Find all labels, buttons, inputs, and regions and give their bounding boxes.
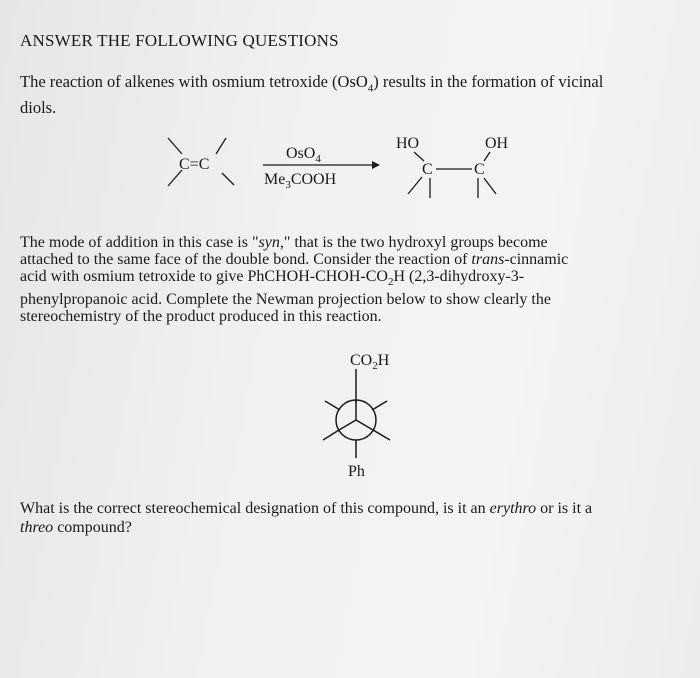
product-ho: HO xyxy=(396,135,420,152)
intro-line-1: The reaction of alkenes with osmium tetroxide (OsO$_4$) results in the formation of vicinal xyxy=(20,72,604,95)
page-heading: ANSWER THE FOLLOWING QUESTIONS xyxy=(20,31,339,50)
syn-line-2: attached to the same face of the double bond. Consider the reaction of trans-cinnamic xyxy=(20,251,569,268)
syn-line-4: phenylpropanoic acid. Complete the Newman projection below to show clearly the xyxy=(20,291,551,309)
newman-projection xyxy=(300,343,430,483)
newman-projection-drawing xyxy=(300,343,430,483)
question-line-1: What is the correct stereochemical designation of this compound, is it an erythro or is it a xyxy=(20,500,593,517)
reagent-oso4: OsO$_4$ xyxy=(286,145,321,165)
intro-line-2: diols. xyxy=(20,98,57,118)
syn-line-1: The mode of addition in this case is "syn," that is the two hydroxyl groups become xyxy=(20,234,548,251)
product-carbon-1: C xyxy=(422,161,433,178)
question-line-2: threo compound? xyxy=(20,519,132,536)
newman-bonds xyxy=(323,369,390,458)
intro-paragraph xyxy=(20,72,700,118)
question-paragraph xyxy=(20,499,700,537)
alkene-label: C=C xyxy=(179,156,210,173)
syn-line-5: stereochemistry of the product produced in this reaction. xyxy=(20,308,382,326)
product-carbon-2: C xyxy=(474,161,485,178)
syn-addition-paragraph xyxy=(20,234,692,325)
arrow-head xyxy=(372,161,380,169)
product-oh: OH xyxy=(485,135,509,152)
newman-bottom-group: Ph xyxy=(348,463,365,480)
syn-line-3: acid with osmium tetroxide to give PhCHOH-$CHOH-CO_2H$ (2,3-dihydroxy-3- xyxy=(20,268,525,289)
newman-top-group: $CO_2H$ xyxy=(350,352,390,372)
reaction-scheme xyxy=(160,128,540,218)
reaction-scheme-drawing xyxy=(160,128,540,218)
reagent-me3cooh: $Me_3COOH$ xyxy=(264,171,337,191)
